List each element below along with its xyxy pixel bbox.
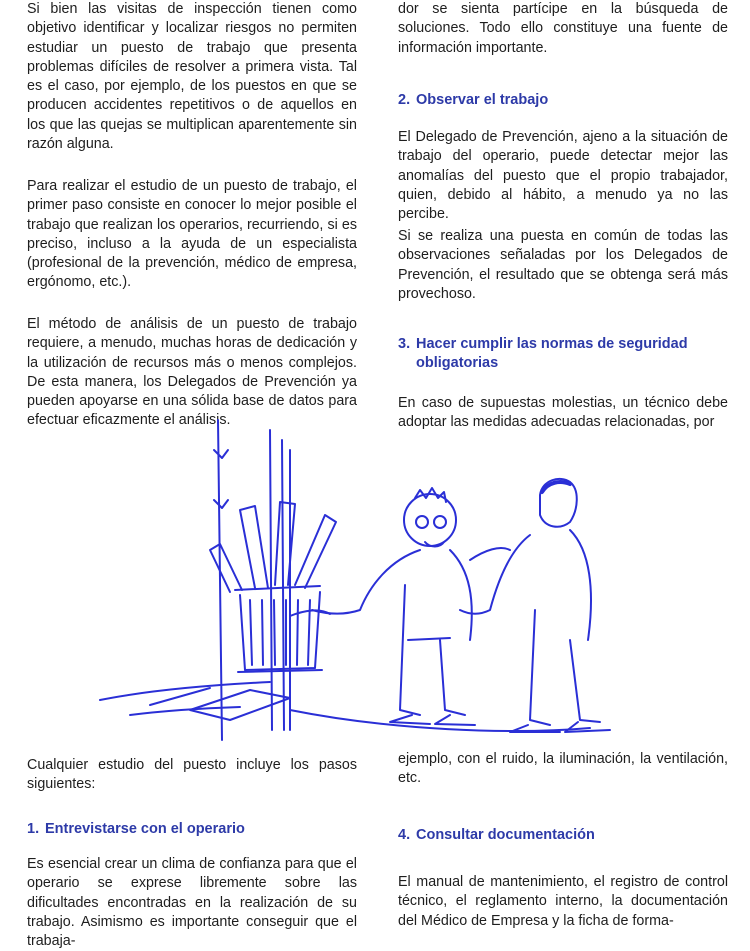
step3-paragraph-end: ejemplo, con el ruido, la iluminación, la ventilación, etc. [398,751,728,787]
method-paragraph: El método de análisis de un puesto de trabajo requiere, a menudo, muchas horas de dedicación y la utilización de recursos más o menos complejos. De esta manera, los Delegados de Prevención ya pueden apoyarse en una sólida base de datos para efectuar eficazmente el análisis. [27,316,357,429]
study-paragraph: Para realizar el estudio de un puesto de trabajo, el primer paso consiste en conocer lo mejor posible el trabajo que realizan los operarios, recurriendo, si es preciso, incluso a la ayuda de un especialista (profesional de la prevención, médico de empresa, ergónomo, etc.). [27,178,357,291]
step3-title-line2: obligatorias [416,355,499,371]
step3-title-line1: Hacer cumplir las normas de seguridad [416,336,688,352]
step1-heading [27,820,357,839]
step2-paragraph-2: Si se realiza una puesta en común de todas las observaciones señaladas por los Delegados de Prevención, el resultado que se obtenga será más provechoso. [398,228,728,302]
steps-intro-paragraph: Cualquier estudio del puesto incluye los pasos siguientes: [27,757,357,793]
step4-number: 4. [398,827,411,843]
step1-paragraph: Es esencial crear un clima de confianza para que el operario se exprese libremente sobre las dificultades encontradas en la realización de su trabajo. Asimismo es importante conseguir que el trabaja- [27,856,357,950]
floor-lines [100,682,590,731]
step1-number: 1. [27,821,40,837]
delegate-figure [460,479,610,732]
step3-number: 3. [398,336,411,352]
step3-heading [398,335,728,373]
step2-paragraph-1: El Delegado de Prevención, ajeno a la situación de trabajo del operario, puede detectar mejor las anomalías del puesto que el propio trabajador, quien, debido al hábito, a menudo ya no las percibe. [398,129,728,223]
step4-title: Consultar documentación [416,827,595,843]
pipe-with-arrows [214,420,290,740]
step4-paragraph: El manual de mantenimiento, el registro de control técnico, el reglamento interno, la documentación del Médico de Empresa y la ficha de forma- [398,874,728,929]
intro-paragraph: Si bien las visitas de inspección tienen como objetivo identificar y localizar riesgos no permiten estudiar un puesto de trabajo que presenta problemas difíciles de resolver a primera vista. Tal es el caso, por ejemplo, de los puestos en que se producen accidentes repetitivos o de aquellos en los que las quejas se multiplican aparentemente sin razón alguna. [27,1,357,153]
step3-paragraph-start: En caso de supuestas molestias, un técnico debe adoptar las medidas adecuadas relacionadas, por [398,395,728,431]
cartoon-illustration [90,410,750,745]
step1-title: Entrevistarse con el operario [45,821,245,837]
step2-number: 2. [398,92,411,108]
step2-title: Observar el trabajo [416,92,549,108]
step2-heading [398,91,728,110]
step4-heading [398,826,728,845]
continuation-paragraph: dor se sienta partícipe en la búsqueda de soluciones. Todo ello constituye una fuente de información importante. [398,1,728,56]
worker-figure [290,488,475,725]
